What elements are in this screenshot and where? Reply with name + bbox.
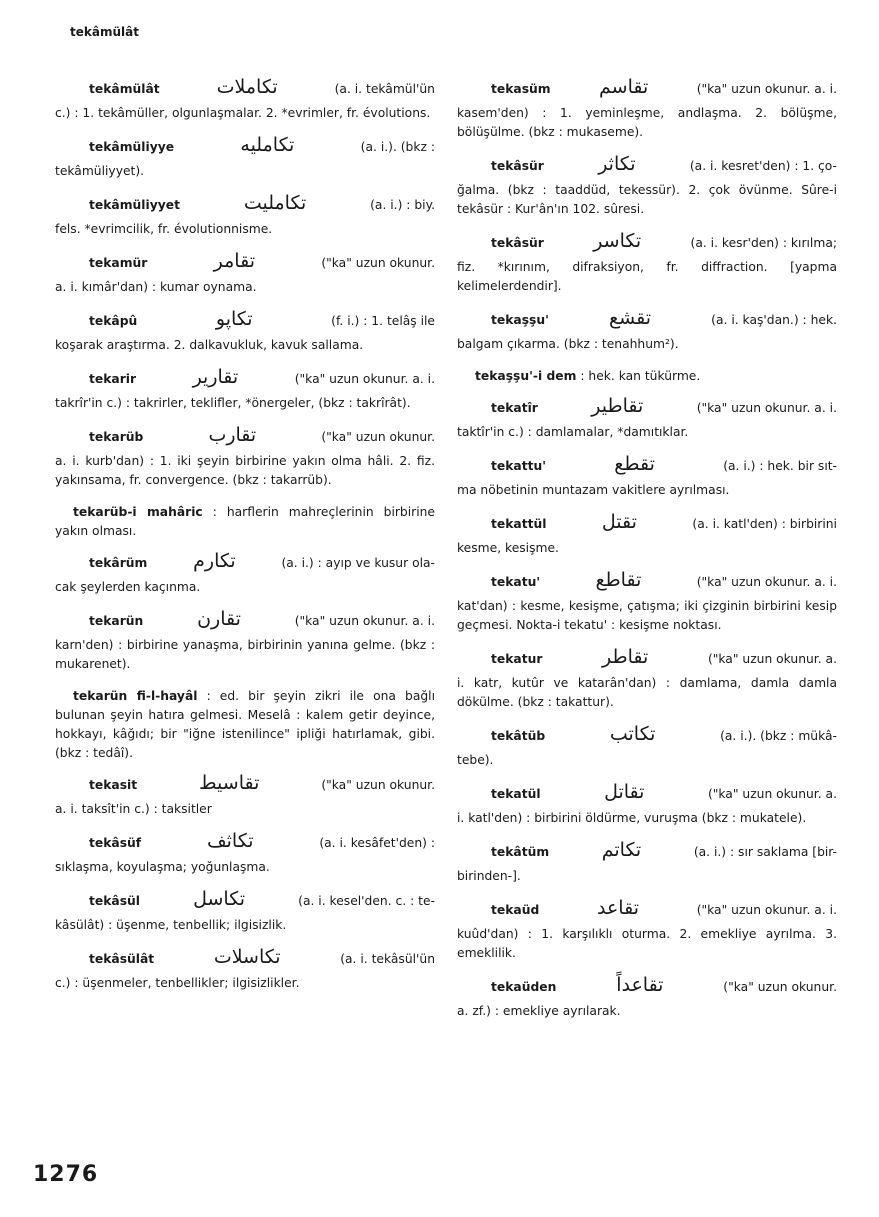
entry-head-line <box>457 78 837 104</box>
dictionary-entry <box>55 194 435 239</box>
entry-definition: kasem'den) : 1. yeminleşme, andlaşma. 2. bölüşme, bölüşülme. (bkz : mukaseme). <box>457 106 837 139</box>
dictionary-entry <box>55 552 435 597</box>
dictionary-entry <box>457 78 837 142</box>
entry-etymology: (f. i.) : 1. telâş ile <box>331 314 435 328</box>
entry-arabic-script: تقتل <box>601 511 637 533</box>
entry-head-line <box>55 252 435 278</box>
entry-head-line <box>55 310 435 336</box>
entry-arabic-script: تقاسيط <box>199 772 260 794</box>
entry-etymology: (a. i. kaş'dan.) : hek. <box>711 313 837 327</box>
entry-headword: tekâmülât <box>89 82 160 96</box>
entry-head-line <box>457 309 837 335</box>
entry-etymology: (a. i.) : ayıp ve kusur ola- <box>281 556 435 570</box>
entry-head-line <box>55 78 435 104</box>
dictionary-entry <box>55 687 435 763</box>
entry-headword: tekarün fi-l-hayâl <box>73 689 198 703</box>
entry-headword: tekâsür <box>491 159 544 173</box>
entry-definition: koşarak araştırma. 2. dalkavukluk, kavuk sallama. <box>55 338 364 352</box>
entry-etymology: (a. i.). (bkz : <box>360 140 435 154</box>
entry-arabic-script: تقاطير <box>591 395 644 417</box>
entry-etymology: ("ka" uzun okunur. a. <box>707 652 837 666</box>
entry-definition: a. i. kımâr'dan) : kumar oynama. <box>55 280 257 294</box>
entry-definition: a. i. kurb'dan) : 1. iki şeyin birbirine yakın olma hâli. 2. fiz. yakınsama, fr. convergence. (bkz : takarrüb). <box>55 454 435 487</box>
entry-arabic-script: تقارن <box>197 608 241 630</box>
dictionary-entry <box>55 890 435 935</box>
entry-etymology: (a. i. tekâsül'ün <box>340 952 435 966</box>
entry-headword: tekarün <box>89 614 144 628</box>
entry-head-line <box>457 571 837 597</box>
dictionary-entry <box>55 136 435 181</box>
entry-arabic-script: تقطع <box>614 453 655 475</box>
entry-definition: ma nöbetinin muntazam vakitlere ayrılması. <box>457 483 730 497</box>
entry-arabic-script: تقاعد <box>596 897 639 919</box>
entry-definition: cak şeylerden kaçınma. <box>55 580 201 594</box>
entry-headword: tekâsül <box>89 894 140 908</box>
page-number: 1276 <box>33 1162 99 1187</box>
entry-head-line <box>55 774 435 800</box>
running-head: tekâmülât <box>70 25 139 39</box>
entry-headword: tekâtüb <box>491 729 546 743</box>
entry-head-line <box>457 899 837 925</box>
dictionary-entry <box>55 368 435 413</box>
entry-definition: kâsülât) : üşenme, tenbellik; ilgisizlik. <box>55 918 287 932</box>
entry-etymology: ("ka" uzun okunur. a. i. <box>294 614 435 628</box>
entry-definition: ğalma. (bkz : taaddüd, tekessür). 2. çok övünme. Sûre-i tekâsür : Kur'ân'ın 102. sûresi. <box>457 183 837 216</box>
entry-headword: tekâmüliyyet <box>89 198 180 212</box>
entry-etymology: (a. i. katl'den) : birbirini <box>692 517 837 531</box>
entry-etymology: ("ka" uzun okunur. a. i. <box>294 372 435 386</box>
entry-headword: tekasüm <box>491 82 551 96</box>
entry-arabic-script: تكاثف <box>206 830 254 852</box>
entry-definition: takrîr'in c.) : takrirler, teklifler, *önergeler, (bkz : takrîrât). <box>55 396 411 410</box>
entry-headword: tekaşşu' <box>491 313 549 327</box>
entry-arabic-script: تقاسم <box>599 76 649 98</box>
entry-headword: tekatu' <box>491 575 541 589</box>
entry-definition: sıklaşma, koyulaşma; yoğunlaşma. <box>55 860 270 874</box>
entry-headword: tekatur <box>491 652 543 666</box>
dictionary-entry <box>457 841 837 886</box>
dictionary-entry <box>457 155 837 219</box>
entry-head-line <box>457 513 837 539</box>
entry-etymology: ("ka" uzun okunur. a. i. <box>696 903 837 917</box>
entry-headword: tekattu' <box>491 459 546 473</box>
entry-head-line <box>55 552 435 578</box>
entry-arabic-script: تكاثر <box>598 153 636 175</box>
dictionary-entry <box>55 832 435 877</box>
entry-head-line <box>457 841 837 867</box>
entry-etymology: (a. i.) : biy. <box>370 198 435 212</box>
entry-head-line <box>457 783 837 809</box>
entry-etymology: (a. i. kesel'den. c. : te- <box>298 894 435 908</box>
dictionary-entry <box>55 503 435 541</box>
entry-headword: tekâsülât <box>89 952 155 966</box>
entry-arabic-script: تقشع <box>609 307 651 329</box>
entry-definition: tebe). <box>457 753 494 767</box>
entry-etymology: (a. i. tekâmül'ün <box>334 82 435 96</box>
dictionary-entry <box>55 78 435 123</box>
dictionary-entry <box>457 783 837 828</box>
dictionary-entry <box>457 976 837 1021</box>
entry-head-line <box>457 455 837 481</box>
entry-definition: c.) : 1. tekâmüller, olgunlaşmalar. 2. *evrimler, fr. évolutions. <box>55 106 431 120</box>
dictionary-entry <box>457 455 837 500</box>
entry-definition: tekâmüliyyet). <box>55 164 145 178</box>
entry-head-line <box>55 948 435 974</box>
entry-definition: i. katr, kutûr ve katarân'dan) : damlama, damla damla dökülme. (bkz : takattur). <box>457 676 837 709</box>
right-column <box>457 78 837 1034</box>
entry-headword: tekaüd <box>491 903 540 917</box>
entry-headword: tekâsüf <box>89 836 142 850</box>
entry-definition: taktîr'in c.) : damlamalar, *damıtıklar. <box>457 425 689 439</box>
entry-head-line <box>457 725 837 751</box>
dictionary-entry <box>457 367 837 386</box>
dictionary-entry <box>55 310 435 355</box>
entry-arabic-script: تكارم <box>193 550 236 572</box>
dictionary-entry <box>55 948 435 993</box>
entry-etymology: ("ka" uzun okunur. <box>321 778 435 792</box>
entry-etymology: (a. i. kesâfet'den) : <box>319 836 435 850</box>
left-column <box>55 78 435 1006</box>
entry-etymology: ("ka" uzun okunur. a. i. <box>696 401 837 415</box>
entry-definition: karn'den) : birbirine yanaşma, birbirinin yanına gelme. (bkz : mukarenet). <box>55 638 435 671</box>
dictionary-entry <box>457 571 837 635</box>
entry-arabic-script: تقاطر <box>602 646 649 668</box>
entry-etymology: ("ka" uzun okunur. <box>723 980 837 994</box>
entry-etymology: (a. i.) : hek. bir sıt- <box>723 459 837 473</box>
entry-head-line <box>55 426 435 452</box>
dictionary-entry <box>457 513 837 558</box>
entry-head-line <box>55 368 435 394</box>
entry-head-line <box>55 136 435 162</box>
entry-head-line <box>55 890 435 916</box>
entry-headword: tekaüden <box>491 980 557 994</box>
entry-arabic-script: تكاسلات <box>213 946 281 968</box>
entry-etymology: (a. i. kesret'den) : 1. ço- <box>689 159 837 173</box>
dictionary-entry <box>457 899 837 963</box>
entry-head-line <box>55 832 435 858</box>
entry-headword: tekarüb <box>89 430 144 444</box>
entry-headword: tekâpû <box>89 314 138 328</box>
entry-etymology: ("ka" uzun okunur. <box>321 430 435 444</box>
entry-head-line <box>457 232 837 258</box>
entry-headword: tekatîr <box>491 401 538 415</box>
entry-etymology: ("ka" uzun okunur. a. <box>707 787 837 801</box>
entry-definition: a. i. taksît'in c.) : taksitler <box>55 802 212 816</box>
entry-arabic-script: تكاسل <box>193 888 246 910</box>
dictionary-entry <box>457 648 837 712</box>
entry-arabic-script: تقاتل <box>604 781 645 803</box>
dictionary-entry <box>55 252 435 297</box>
entry-arabic-script: تقارب <box>208 424 257 446</box>
dictionary-entry <box>457 397 837 442</box>
entry-etymology: ("ka" uzun okunur. a. i. <box>696 575 837 589</box>
entry-definition: birinden-]. <box>457 869 521 883</box>
entry-head-line <box>457 397 837 423</box>
entry-definition: kuûd'dan) : 1. karşılıklı oturma. 2. emekliye ayrılma. 3. emeklilik. <box>457 927 837 960</box>
entry-arabic-script: تكاتم <box>601 839 642 861</box>
entry-definition: balgam çıkarma. (bkz : tenahhum²). <box>457 337 679 351</box>
entry-definition: kesme, kesişme. <box>457 541 559 555</box>
entry-headword: tekarir <box>89 372 137 386</box>
dictionary-entry <box>457 725 837 770</box>
entry-definition: : hek. kan tükürme. <box>580 369 701 383</box>
entry-definition: fiz. *kırınım, difraksiyon, fr. diffraction. [yapma kelimelerdendir]. <box>457 260 837 293</box>
entry-head-line <box>457 155 837 181</box>
entry-arabic-script: تكاملات <box>216 76 278 98</box>
entry-headword: tekattül <box>491 517 547 531</box>
entry-headword: tekârüm <box>89 556 148 570</box>
dictionary-entry <box>55 774 435 819</box>
entry-headword: tekâmüliyye <box>89 140 175 154</box>
entry-definition: : ed. bir şeyin zikri ile ona bağlı bulunan şeyin hatıra gelmesi. Meselâ : kalem getir deyince, hokkayı, kâğıdı; bir "iğne istenilince" ipliği hatırlamak, gibi. (bkz : tedâî). <box>55 689 435 760</box>
entry-head-line <box>55 610 435 636</box>
dictionary-entry <box>55 426 435 490</box>
entry-definition: kat'dan) : kesme, kesişme, çatışma; iki çizginin birbirini kesip geçmesi. Nokta-i tekatu' : kesişme noktası. <box>457 599 837 632</box>
entry-headword: tekarüb-i mahâric <box>73 505 203 519</box>
dictionary-entry <box>55 610 435 674</box>
entry-headword: tekamür <box>89 256 148 270</box>
entry-definition: : harflerin mahreçlerinin birbirine yakın olması. <box>55 505 435 538</box>
entry-headword: tekâsür <box>491 236 544 250</box>
entry-arabic-script: تكاسر <box>593 230 642 252</box>
entry-arabic-script: تكاتب <box>609 723 656 745</box>
entry-definition: a. zf.) : emekliye ayrılarak. <box>457 1004 621 1018</box>
entry-headword: tekaşşu'-i dem <box>475 369 577 383</box>
entry-arabic-script: تكاپو <box>215 308 253 330</box>
entry-definition: fels. *evrimcilik, fr. évolutionnisme. <box>55 222 273 236</box>
entry-etymology: (a. i.) : sır saklama [bir- <box>693 845 837 859</box>
entry-head-line <box>55 194 435 220</box>
entry-definition: i. katl'den) : birbirini öldürme, vuruşma (bkz : mukatele). <box>457 811 807 825</box>
dictionary-entry <box>457 232 837 296</box>
entry-headword: tekasit <box>89 778 138 792</box>
entry-head-line <box>457 648 837 674</box>
entry-headword: tekâtüm <box>491 845 550 859</box>
entry-arabic-script: تقامر <box>213 250 255 272</box>
entry-etymology: (a. i.). (bkz : mükâ- <box>720 729 837 743</box>
entry-etymology: (a. i. kesr'den) : kırılma; <box>690 236 837 250</box>
entry-arabic-script: تكامليت <box>243 192 307 214</box>
dictionary-entry <box>457 309 837 354</box>
entry-arabic-script: تقاطع <box>595 569 642 591</box>
entry-headword: tekatül <box>491 787 541 801</box>
entry-head-line <box>457 976 837 1002</box>
entry-etymology: ("ka" uzun okunur. a. i. <box>696 82 837 96</box>
entry-definition: c.) : üşenmeler, tenbellikler; ilgisizlikler. <box>55 976 300 990</box>
entry-arabic-script: تقاعداً <box>616 974 664 996</box>
entry-etymology: ("ka" uzun okunur. <box>321 256 435 270</box>
entry-arabic-script: تكامليه <box>240 134 295 156</box>
entry-arabic-script: تقارير <box>192 366 239 388</box>
